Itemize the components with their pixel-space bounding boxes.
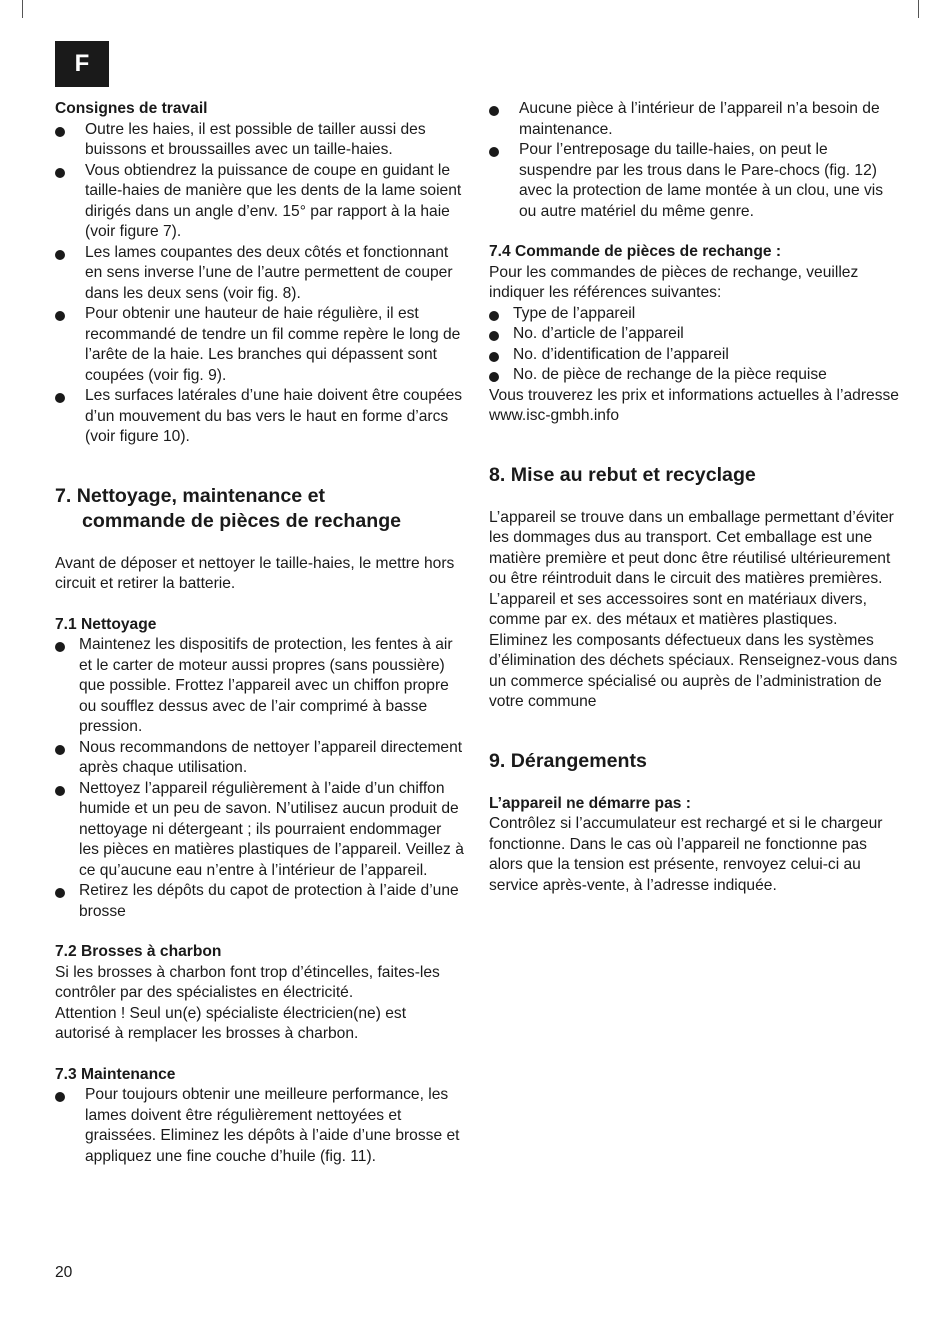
language-badge: F: [55, 41, 109, 87]
section-9-subheading: L’appareil ne démarre pas :: [489, 794, 691, 812]
bullet-icon: [55, 745, 65, 755]
bullet-icon: [55, 250, 65, 260]
list-item: No. de pièce de rechange de la pièce requise: [489, 365, 899, 386]
bullet-icon: [489, 352, 499, 362]
section-8-paragraph-2: L’appareil et ses accessoires sont en matériaux divers, comme par ex. des métaux et matières plastiques. Eliminez les composants défectueux dans les systèmes d’élimination des déchets spéciaux. Renseignez-vous dans un commerce spécialisé ou auprès de l’administration de votre commune: [489, 590, 898, 710]
section-7-2-warning: Attention ! Seul un(e) spécialiste électricien(ne) est autorisé à remplacer les brosses à charbon.: [55, 1004, 407, 1042]
bullet-icon: [489, 106, 499, 116]
list-item: Pour obtenir une hauteur de haie régulière, il est recommandé de tendre un fil comme repère le long de l’arête de la haie. Les branches qui dépassent sont coupées (voir fig. 9).: [55, 304, 465, 386]
section-7-4-heading: 7.4 Commande de pièces de rechange :: [489, 243, 782, 260]
list-item: Retirez les dépôts du capot de protection à l’aide d’une brosse: [55, 881, 465, 922]
section-7-3-heading: 7.3 Maintenance: [55, 1065, 176, 1083]
consignes-heading: Consignes de travail: [55, 100, 208, 117]
section-7-2-text: Si les brosses à charbon font trop d’étincelles, faites-les contrôler par des spécialistes en électricité.: [55, 963, 440, 1001]
bullet-icon: [55, 127, 65, 137]
section-7-4-outro: Vous trouverez les prix et informations actuelles à l’adresse www.isc-gmbh.info: [489, 386, 899, 424]
list-item: No. d’identification de l’appareil: [489, 345, 899, 366]
consignes-list: [55, 120, 465, 448]
section-7-4-intro: Pour les commandes de pièces de rechange, veuillez indiquer les références suivantes:: [489, 263, 859, 301]
list-item: Maintenez les dispositifs de protection, les fentes à air et le carter de moteur aussi propres (sans poussière) que possible. Frottez l’appareil avec un chiffon propre ou soufflez dessus avec de l’air comprimé à basse pression.: [55, 635, 465, 738]
list-item: Vous obtiendrez la puissance de coupe en guidant le taille-haies de manière que les dents de la lame soient dirigés dans un angle d’env. 15° par rapport à la haie (voir figure 7).: [55, 161, 465, 243]
crop-mark-left: [22, 0, 23, 18]
section-7-2-heading: 7.2 Brosses à charbon: [55, 943, 222, 960]
bullet-icon: [55, 393, 65, 403]
bullet-icon: [55, 1092, 65, 1102]
right-column: [489, 99, 899, 896]
bullet-icon: [489, 147, 499, 157]
bullet-icon: [489, 372, 499, 382]
bullet-icon: [55, 888, 65, 898]
list-item: Pour l’entreposage du taille-haies, on peut le suspendre par les trous dans le Pare-chocs (fig. 12) avec la protection de lame montée à un clou, une vis ou autre matériel du même genre.: [489, 140, 899, 222]
section-9-heading: 9. Dérangements: [489, 749, 647, 772]
section-7-intro: Avant de déposer et nettoyer le taille-haies, le mettre hors circuit et retirer la batterie.: [55, 554, 455, 592]
list-item: Nous recommandons de nettoyer l’appareil directement après chaque utilisation.: [55, 738, 465, 779]
section-7-heading: 7. Nettoyage, maintenance et commande de pièces de rechange: [55, 484, 402, 532]
bullet-icon: [489, 311, 499, 321]
maintenance-list: [55, 1085, 465, 1167]
list-item: Outre les haies, il est possible de tailler aussi des buissons et broussailles avec un taille-haies.: [55, 120, 465, 161]
crop-mark-right: [918, 0, 919, 18]
page-number: 20: [55, 1264, 73, 1281]
list-item: Type de l’appareil: [489, 304, 899, 325]
bullet-icon: [489, 331, 499, 341]
list-item: No. d’article de l’appareil: [489, 324, 899, 345]
list-item: Les surfaces latérales d’une haie doivent être coupées d’un mouvement du bas vers le haut en forme d’arcs (voir figure 10).: [55, 386, 465, 448]
section-7-1-heading: 7.1 Nettoyage: [55, 615, 157, 633]
list-item: Aucune pièce à l’intérieur de l’appareil n’a besoin de maintenance.: [489, 99, 899, 140]
parts-list: [489, 304, 899, 386]
bullet-icon: [55, 311, 65, 321]
list-item: Les lames coupantes des deux côtés et fonctionnant en sens inverse l’une de l’autre permettent de couper dans les deux sens (voir fig. 8).: [55, 243, 465, 305]
section-8-paragraph-1: L’appareil se trouve dans un emballage permettant d’éviter les dommages dus au transport. Cet emballage est une matière première et peut donc être réutilisé ultérieurement ou être réintroduit dans le circuit des matières premières.: [489, 508, 894, 587]
section-9-text: Contrôlez si l’accumulateur est rechargé et si le chargeur fonctionne. Dans le cas où l’appareil ne fonctionne pas alors que la tension est présente, renvoyez celui-ci au service après-vente, à l’adresse indiquée.: [489, 815, 883, 894]
nettoyage-list: [55, 635, 465, 922]
left-column: [55, 99, 465, 1167]
maintenance-list-continued: [489, 99, 899, 222]
bullet-icon: [55, 168, 65, 178]
list-item: Pour toujours obtenir une meilleure performance, les lames doivent être régulièrement nettoyées et graissées. Eliminez les dépôts à l’aide d’une brosse et appliquez une fine couche d’huile (fig. 11).: [55, 1085, 465, 1167]
section-8-heading: 8. Mise au rebut et recyclage: [489, 463, 756, 486]
bullet-icon: [55, 642, 65, 652]
list-item: Nettoyez l’appareil régulièrement à l’aide d’un chiffon humide et un peu de savon. N’utilisez aucun produit de nettoyage ni détergeant ; ils pourraient endommager les pièces en matières plastiques de l’appareil. Veillez à ce qu’aucune eau n’entre à l’intérieur de l’appareil.: [55, 779, 465, 882]
bullet-icon: [55, 786, 65, 796]
